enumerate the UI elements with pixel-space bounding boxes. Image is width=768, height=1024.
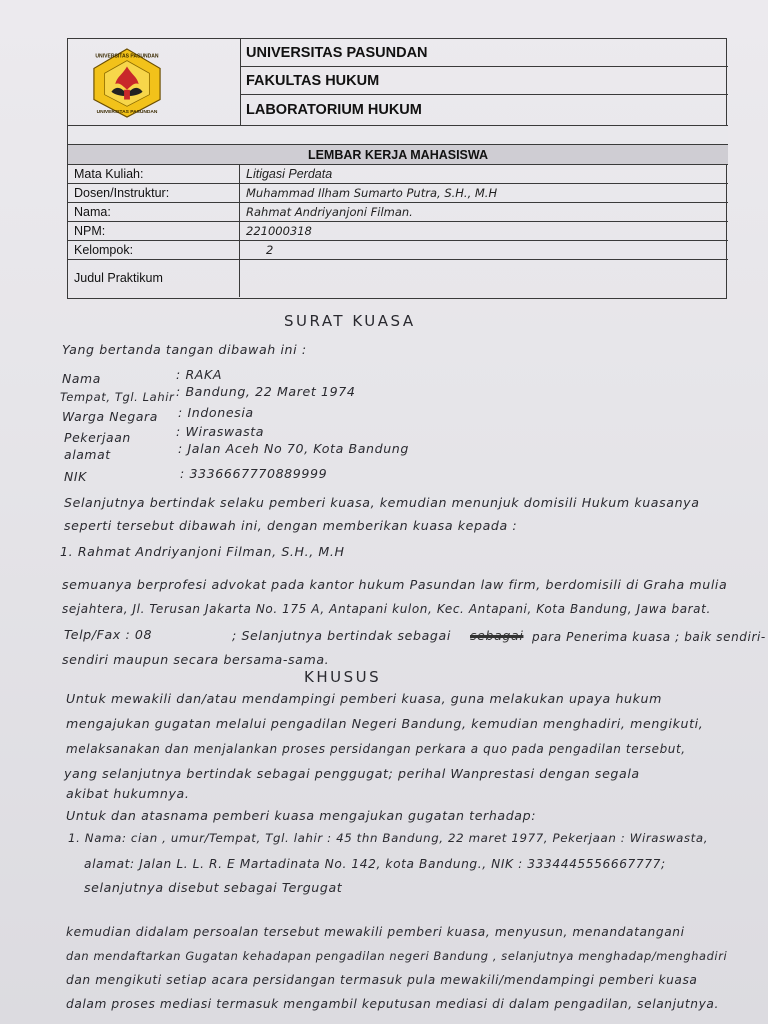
- field-row-course: [68, 165, 728, 184]
- field-row-practicum-title: [68, 260, 728, 297]
- paragraph-line: yang selanjutnya bertindak sebagai penggugat; perihal Wanprestasi dengan segala: [64, 766, 640, 781]
- field-value: Litigasi Perdata: [246, 167, 333, 181]
- field-label: NPM:: [68, 222, 240, 240]
- svg-text:UNIVERSITAS PASUNDAN: UNIVERSITAS PASUNDAN: [95, 53, 159, 60]
- paragraph-line: Selanjutnya bertindak selaku pemberi kuasa, kemudian menunjuk domisili Hukum kuasanya: [64, 495, 700, 510]
- identity-value: : Indonesia: [178, 405, 254, 420]
- field-row-lecturer: [68, 184, 728, 203]
- field-row-npm: [68, 222, 728, 241]
- paragraph-line: dan mendaftarkan Gugatan kehadapan pengadilan negeri Bandung , selanjutnya menghadap/menghadiri: [66, 949, 728, 963]
- field-value: [246, 260, 728, 297]
- identity-label: Nama: [62, 371, 101, 386]
- struck-word: sebagai: [470, 628, 524, 643]
- identity-label: Warga Negara: [62, 409, 158, 424]
- attorney-line: 1. Rahmat Andriyanjoni Filman, S.H., M.H: [60, 544, 345, 559]
- paragraph-line: 1. Nama: cian , umur/Tempat, Tgl. lahir : 45 thn Bandung, 22 maret 1977, Pekerjaan : Wiraswasta,: [68, 831, 709, 845]
- paragraph-line: sendiri maupun secara bersama-sama.: [62, 652, 330, 667]
- identity-label: Tempat, Tgl. Lahir: [60, 390, 175, 404]
- identity-value: : 3336667770889999: [180, 466, 328, 481]
- identity-value: : Jalan Aceh No 70, Kota Bandung: [178, 441, 409, 456]
- field-label: Kelompok:: [68, 241, 240, 259]
- field-label: Mata Kuliah:: [68, 165, 240, 183]
- logo-cell: [68, 39, 241, 125]
- paragraph-line: para Penerima kuasa ; baik sendiri-: [532, 630, 766, 644]
- paragraph-line: dan mengikuti setiap acara persidangan termasuk pula mewakili/mendampingi pemberi kuasa: [66, 973, 698, 987]
- paragraph-line: Untuk mewakili dan/atau mendampingi pemberi kuasa, guna melakukan upaya hukum: [66, 691, 662, 706]
- identity-value: : Bandung, 22 Maret 1974: [176, 384, 356, 399]
- field-label: Judul Praktikum: [68, 260, 240, 297]
- identity-label: NIK: [64, 469, 87, 484]
- field-value: 221000318: [246, 224, 312, 238]
- paragraph-line: kemudian didalam persoalan tersebut mewakili pemberi kuasa, menyusun, menandatangani: [66, 925, 685, 939]
- paragraph-line: Telp/Fax : 08: [64, 627, 153, 642]
- paragraph-line: ; Selanjutnya bertindak sebagai: [232, 628, 451, 643]
- identity-label: Pekerjaan: [64, 430, 131, 445]
- faculty-name: FAKULTAS HUKUM: [240, 67, 728, 95]
- field-value: Muhammad Ilham Sumarto Putra, S.H., M.H: [246, 186, 498, 200]
- paragraph-line: melaksanakan dan menjalankan proses persidangan perkara a quo pada pengadilan tersebut,: [66, 742, 686, 756]
- paragraph-line: akibat hukumnya.: [66, 786, 190, 801]
- letter-title: SURAT KUASA: [284, 312, 416, 330]
- field-value: Rahmat Andriyanjoni Filman.: [246, 205, 413, 219]
- field-label: Nama:: [68, 203, 240, 221]
- paragraph-line: semuanya berprofesi advokat pada kantor hukum Pasundan law firm, berdomisili di Graha mulia: [62, 577, 728, 592]
- paragraph-line: sejahtera, Jl. Terusan Jakarta No. 175 A, Antapani kulon, Kec. Antapani, Kota Bandung, Jawa barat.: [62, 602, 711, 616]
- field-row-name: [68, 203, 728, 222]
- field-label: Dosen/Instruktur:: [68, 184, 240, 202]
- paragraph-line: Untuk dan atasnama pemberi kuasa mengajukan gugatan terhadap:: [66, 808, 537, 823]
- khusus-heading: KHUSUS: [304, 668, 382, 686]
- laboratory-name: LABORATORIUM HUKUM: [246, 102, 422, 118]
- paragraph-line: selanjutnya disebut sebagai Tergugat: [84, 880, 343, 895]
- paragraph-line: dalam proses mediasi termasuk mengambil keputusan mediasi di dalam pengadilan, selanjutnya.: [66, 997, 719, 1011]
- university-name: UNIVERSITAS PASUNDAN: [240, 39, 728, 67]
- identity-label: alamat: [64, 447, 111, 462]
- paragraph-line: alamat: Jalan L. L. R. E Martadinata No. 142, kota Bandung., NIK : 3334445556667777;: [84, 857, 666, 871]
- svg-text:UNIVERSITAS PASUNDAN: UNIVERSITAS PASUNDAN: [96, 110, 158, 116]
- letter-intro: Yang bertanda tangan dibawah ini :: [62, 342, 307, 357]
- university-logo: [88, 47, 166, 119]
- identity-value: : RAKA: [176, 367, 223, 382]
- field-row-group: [68, 241, 728, 260]
- identity-value: : Wiraswasta: [176, 424, 265, 439]
- paragraph-line: seperti tersebut dibawah ini, dengan memberikan kuasa kepada :: [64, 518, 518, 533]
- sheet-title: LEMBAR KERJA MAHASISWA: [68, 145, 728, 165]
- paragraph-line: mengajukan gugatan melalui pengadilan Negeri Bandung, kemudian menghadiri, mengikuti,: [66, 716, 704, 731]
- field-value: 2: [266, 243, 274, 257]
- header-table: [67, 38, 727, 299]
- separator-row: [68, 125, 728, 145]
